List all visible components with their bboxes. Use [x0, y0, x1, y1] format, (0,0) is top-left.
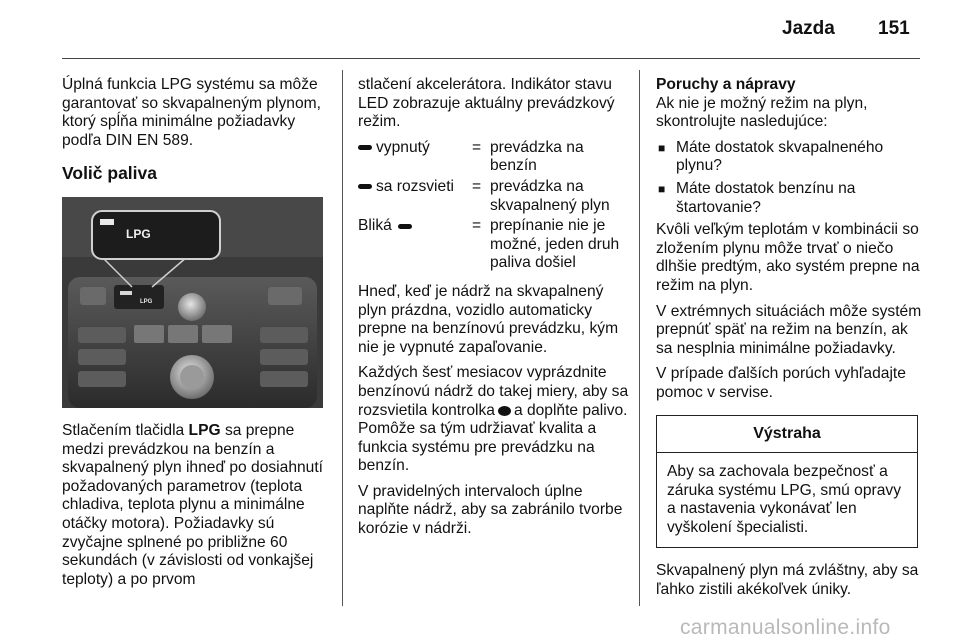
gas-odor-paragraph: Skvapalnený plyn má zvláštny, aby sa ľahko zistili akékoľvek úniky.: [656, 562, 919, 599]
corrosion-paragraph: V pravidelných intervaloch úplne naplňte nádrž, aby sa zabránilo tvorbe korózie v nádrži.: [358, 482, 623, 538]
list-item: ■ Máte dostatok benzínu na štartovanie?: [658, 179, 856, 216]
bullet-square-icon: ■: [658, 181, 666, 196]
empty-tank-paragraph: Hneď, keď je nádrž na skvapalnený plyn prázdna, vozidlo automaticky prepne na benzínovú prevádzku, kým nie je vypnuté zapaľovanie.: [358, 282, 619, 356]
extreme-situations-paragraph: V extrémnych situáciách môže systém prepnúť späť na režim na benzín, ak sa nesplnia minimálne požiadavky.: [656, 302, 922, 357]
header-rule: [62, 58, 920, 59]
watermark: carmanualsonline.info: [680, 616, 891, 639]
column-1: [62, 76, 334, 596]
led-indicator-icon: [398, 224, 412, 229]
list-item: ■ Máte dostatok skvapalneného plynu?: [658, 138, 884, 175]
page-header-title: Jazda: [782, 18, 835, 39]
led-status-table: [358, 139, 630, 273]
intro-paragraph: Úplná funkcia LPG systému sa môže garantovať so skvapalneným plynom, ktorý spĺňa minimálne požiadavky podľa DIN EN 589.: [62, 76, 321, 149]
troubleshooting-heading: Poruchy a nápravy: [656, 76, 796, 93]
warning-title: Výstraha: [657, 416, 917, 454]
troubleshooting-intro: Ak nie je možný režim na plyn, skontrolujte nasledujúce:: [656, 94, 868, 131]
lpg-keyword: LPG: [188, 421, 221, 439]
column-divider-1: [342, 70, 343, 606]
table-row: sa rozsvieti = prevádzka na skvapalnený plyn: [358, 178, 630, 215]
column-3: [656, 76, 928, 607]
lpg-switch-paragraph: Stlačením tlačidla LPG sa prepne medzi prevádzkou na benzín a skvapalnený plyn ihneď po dosiahnutí požadovaných parametrov (teplota chladiva, teplota plynu a minimálne otáčky motora). Požiadavky sú zvyčajne splnené po približne 60 sekundách (v závislosti od vonkajšej teploty) a po prvom: [62, 421, 323, 588]
six-month-paragraph: Každých šesť mesiacov vyprázdnite benzínovú nádrž do takej miery, aby sa rozsvietila kontrolka a doplňte palivo. Pomôže sa tým udržiavať kvalita a funkcia systému pre prevádzku na benzín.: [358, 364, 629, 475]
page-number: 151: [878, 18, 910, 39]
dashboard-illustration: [62, 197, 323, 408]
column-divider-2: [639, 70, 640, 606]
lpg-callout-label: LPG: [126, 226, 151, 241]
bullet-square-icon: ■: [658, 140, 666, 155]
section-heading-fuel-selector: Volič paliva: [62, 163, 157, 184]
table-row: vypnutý = prevádzka na benzín: [358, 139, 630, 176]
led-indicator-icon: [358, 184, 372, 189]
service-paragraph: V prípade ďalších porúch vyhľadajte pomoc v servise.: [656, 365, 906, 401]
warning-body: Aby sa zachovala bezpečnosť a záruka systému LPG, smú opravy a nastavenia vykonávať len vyškolení špecialisti.: [667, 463, 901, 536]
lpg-button-small-label: LPG: [140, 298, 153, 305]
temperature-paragraph: Kvôli veľkým teplotám v kombinácii so zložením plynu môže trvať o niečo dlhšie predtým, ako systém prepne na režim na plyn.: [656, 221, 920, 294]
table-row: Bliká = prepínanie nie je možné, jeden druh paliva došiel: [358, 217, 620, 272]
fuel-warning-lamp-icon: [498, 406, 511, 416]
led-indicator-paragraph: stlačení akcelerátora. Indikátor stavu LED zobrazuje aktuálny prevádzkový režim.: [358, 76, 615, 131]
fuel-selector-figure: [62, 197, 323, 408]
warning-box: [656, 415, 918, 549]
led-indicator-icon: [358, 145, 372, 150]
column-2: [358, 76, 630, 546]
